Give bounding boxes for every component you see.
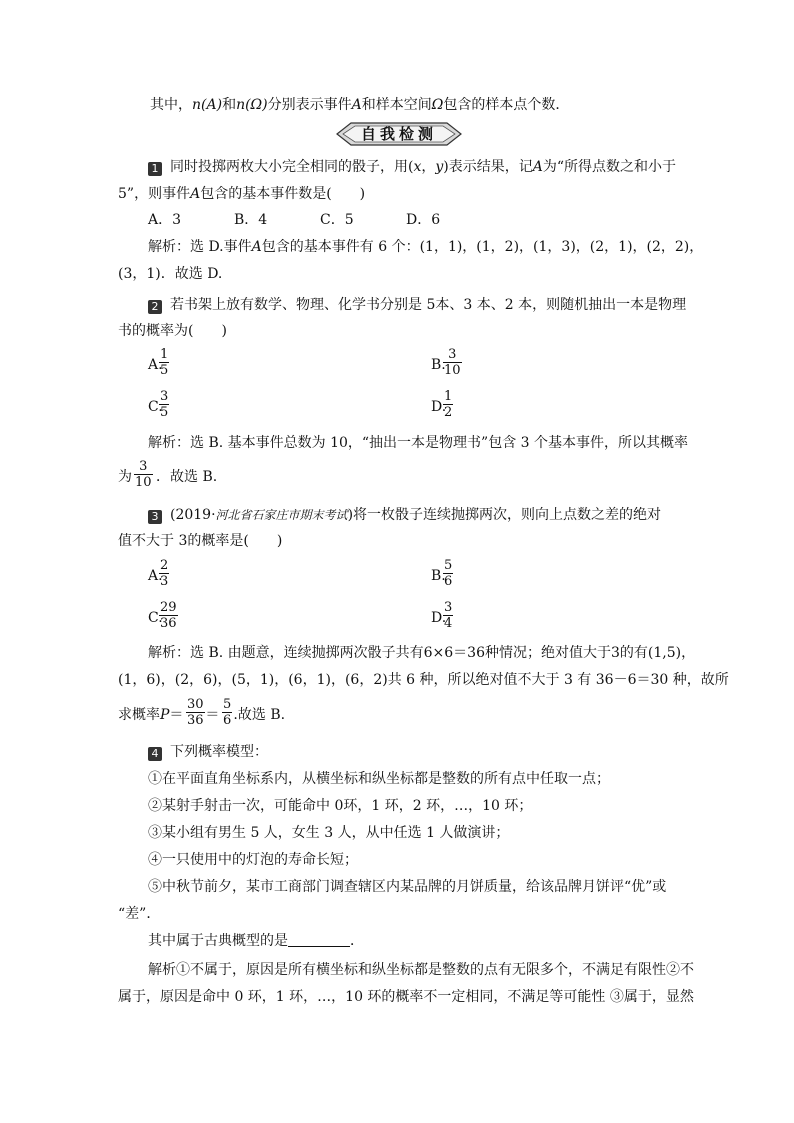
q3-text: )将一枚骰子连续抛掷两次，则向上点数之差的绝对 <box>347 507 662 523</box>
q1-solution-text: 解析：选 D.事件 <box>148 239 252 255</box>
math-y: y <box>435 159 444 175</box>
fraction-numerator: 5 <box>223 697 232 712</box>
q1-text: )表示结果，记 <box>443 159 533 175</box>
question-number-badge: 1 <box>148 162 162 176</box>
q1-option-a: A．3 <box>148 212 182 228</box>
fraction-denominator: 6 <box>223 713 232 728</box>
q2-solution-fraction <box>134 459 153 490</box>
q2-option-a-fraction <box>159 347 169 378</box>
fraction-denominator: 10 <box>135 475 152 490</box>
math-A: A <box>251 239 262 255</box>
q4-question-text: 其中属于古典概型的是 <box>148 933 288 949</box>
intro-line <box>150 96 569 114</box>
q3-option-d-label: D. <box>431 610 447 626</box>
math-x: x <box>413 159 422 175</box>
q3-solution-line1: 解析：选 B. 由题意，连续抛掷两次骰子共有6×6＝36种情况；绝对值大于3的有(1,5)， <box>148 645 696 661</box>
q4-question-text: ． <box>350 933 364 949</box>
math-A: A <box>351 97 362 113</box>
q2-option-d-fraction <box>443 389 453 420</box>
intro-text: 和样本空间 <box>361 97 432 113</box>
math-Omega: Ω <box>431 97 444 113</box>
q2-solution-line2 <box>118 468 217 486</box>
q1-text: 包含的基本事件数是( ) <box>200 186 366 202</box>
q4-item-2: ②某射手射击一次，可能命中 0环，1 环，2 环，…，10 环； <box>148 798 533 814</box>
answer-blank[interactable] <box>288 932 350 947</box>
q3-solution-line2: (1，6)，(2，6)，(5，1)，(6，1)，(6，2)共 6 种，所以绝对值不大于 3 有 36－6＝30 种，故所 <box>118 672 729 688</box>
math-nA: n(A) <box>192 97 223 113</box>
q2-solution-line1: 解析：选 B. 基本事件总数为 10，“抽出一本是物理书”包含 3 个基本事件，所以其概率 <box>148 435 689 451</box>
q3-option-c-label: C. <box>148 610 163 626</box>
fraction-denominator: 36 <box>160 616 177 631</box>
q3-option-a-fraction <box>159 558 169 589</box>
math-A: A <box>190 186 201 202</box>
q3-line2: 值不大于 3的概率是( ) <box>118 533 283 549</box>
q3-solution-text: 求概率 <box>118 707 160 723</box>
q2-option-d-label: D. <box>431 399 447 415</box>
q1-option-d: D．6 <box>406 212 441 228</box>
q4-question-line <box>148 932 364 950</box>
q3-option-b-label: B. <box>431 568 446 584</box>
fraction-numerator: 29 <box>160 600 177 615</box>
fraction-numerator: 1 <box>444 389 453 404</box>
q1-line2 <box>118 185 365 203</box>
q1-text: 同时投掷两枚大小完全相同的骰子，用( <box>170 159 414 175</box>
q4-item-3: ③某小组有男生 5 人，女生 3 人，从中任选 1 人做演讲； <box>148 825 510 841</box>
q3-option-b-fraction <box>443 558 453 589</box>
fraction-denominator: 5 <box>160 363 169 378</box>
q1-text: ， <box>421 159 436 175</box>
q1-option-b: B．4 <box>234 212 268 228</box>
fraction-numerator: 2 <box>160 558 169 573</box>
q4-solution-line2: 属于，原因是命中 0 环，1 环，…，10 环的概率不一定相同，不满足等可能性 ③属于，显然 <box>118 989 694 1005</box>
q4-solution-line1: 解析①不属于，原因是所有横坐标和纵坐标都是整数的点有无限多个，不满足有限性②不 <box>148 962 694 978</box>
q1-solution-line2: (3，1)．故选 D. <box>118 266 223 282</box>
fraction-numerator: 30 <box>187 697 204 712</box>
fraction-denominator: 2 <box>444 405 453 420</box>
fraction-denominator: 5 <box>160 405 169 420</box>
fraction-numerator: 3 <box>443 347 462 363</box>
q1-line1 <box>148 158 676 176</box>
q3-text: (2019· <box>170 507 216 523</box>
q3-source: 河北省石家庄市期末考试 <box>215 508 348 522</box>
intro-text: 其中， <box>150 97 192 113</box>
q3-solution-fraction-1 <box>186 697 205 728</box>
q2-option-c-label: C. <box>148 399 163 415</box>
q2-line2: 书的概率为( ) <box>118 323 227 339</box>
banner-title: 自我检测 <box>360 125 437 143</box>
q1-solution-text: 包含的基本事件有 6 个：(1，1)，(1，2)，(1，3)，(2，1)，(2，2)， <box>261 239 704 255</box>
q2-solution-text: 为 <box>118 469 132 485</box>
q3-solution-fraction-2 <box>222 697 232 728</box>
q1-text: 5”，则事件 <box>118 186 191 202</box>
section-banner <box>335 121 463 147</box>
q4-title: 下列概率模型： <box>170 744 268 760</box>
fraction-numerator: 5 <box>444 558 453 573</box>
fraction-denominator: 10 <box>444 363 461 378</box>
q2-option-b-fraction <box>443 347 462 378</box>
q1-solution-line1 <box>148 238 703 256</box>
intro-text: 和 <box>222 97 237 113</box>
q3-option-c-fraction <box>159 600 178 631</box>
q2-option-a-label: A. <box>148 357 163 373</box>
intro-text: 包含的样本点个数． <box>443 97 570 113</box>
q1-text: 为“所得点数之和小于 <box>542 159 677 175</box>
math-A: A <box>532 159 543 175</box>
fraction-denominator: 6 <box>444 574 453 589</box>
fraction-numerator: 1 <box>160 347 169 362</box>
q3-option-d-fraction <box>443 600 453 631</box>
math-nOmega: n(Ω) <box>236 97 268 113</box>
q3-line1 <box>148 506 661 524</box>
q4-item-5-line1: ⑤中秋节前夕，某市工商部门调查辖区内某品牌的月饼质量，给该品牌月饼评“优”或 <box>148 879 667 895</box>
fraction-numerator: 3 <box>134 459 153 475</box>
question-number-badge: 2 <box>148 300 162 314</box>
q2-solution-text: ．故选 B. <box>156 469 218 485</box>
q1-option-c: C．5 <box>320 212 354 228</box>
q4-item-4: ④一只使用中的灯泡的寿命长短； <box>148 852 358 868</box>
question-number-badge: 3 <box>148 510 162 524</box>
fraction-denominator: 36 <box>187 713 204 728</box>
question-number-badge: 4 <box>148 747 162 761</box>
q3-solution-text: ＝ <box>169 707 184 723</box>
fraction-numerator: 3 <box>160 389 169 404</box>
q4-item-1: ①在平面直角坐标系内，从横坐标和纵坐标都是整数的所有点中任取一点； <box>148 771 610 787</box>
q2-line1 <box>148 296 686 314</box>
fraction-numerator: 3 <box>444 600 453 615</box>
q4-title-line <box>148 743 268 761</box>
q2-option-c-fraction <box>159 389 169 420</box>
q4-item-5-line2: “差”． <box>118 906 161 922</box>
q3-solution-text: ＝ <box>205 707 220 723</box>
math-P: P <box>160 707 170 723</box>
fraction-denominator: 4 <box>444 616 453 631</box>
q3-option-a-label: A. <box>148 568 163 584</box>
q3-solution-text: .故选 B. <box>233 707 286 723</box>
intro-text: 分别表示事件 <box>267 97 352 113</box>
q2-text: 若书架上放有数学、物理、化学书分别是 5本、3 本、2 本，则随机抽出一本是物理 <box>170 297 687 313</box>
q2-option-b-label: B. <box>431 357 446 373</box>
fraction-denominator: 3 <box>160 574 169 589</box>
